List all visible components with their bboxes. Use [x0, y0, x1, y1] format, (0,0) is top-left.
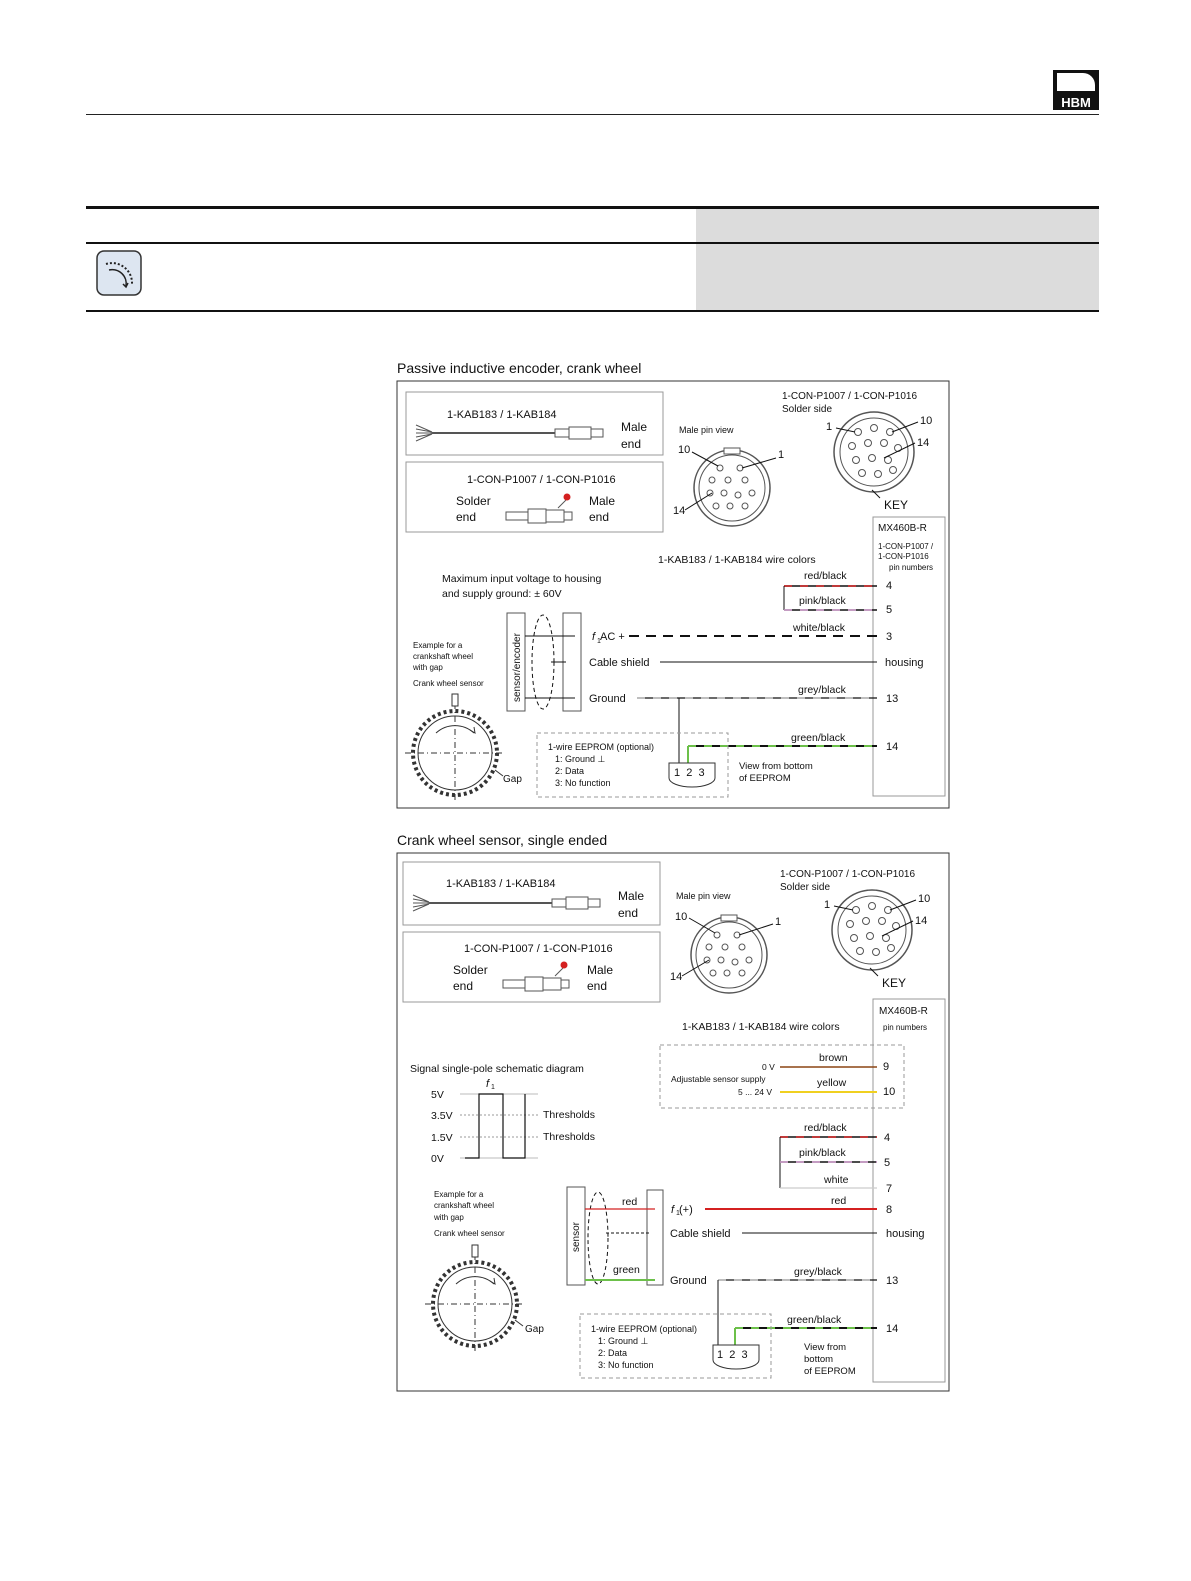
d2-solder1: Solder: [453, 963, 488, 977]
d1-pin-5: 14: [886, 741, 899, 753]
d1-sig-ground: Ground: [589, 693, 626, 705]
d2-signal-f1: f: [486, 1078, 490, 1090]
d2-signal-f1-sub: 1: [491, 1084, 495, 1091]
d2-sig-f1-rest: (+): [679, 1204, 693, 1216]
hbm-logo-text: HBM: [1061, 95, 1091, 110]
d2-wire-color-2: white: [824, 1174, 849, 1186]
d2-signal-thr2: Thresholds: [543, 1131, 595, 1143]
d2-male2: end: [587, 979, 608, 993]
d2-example-3: with gap: [434, 1213, 464, 1222]
d2-pin-5: 13: [886, 1275, 899, 1287]
d2-ss-p10: 10: [918, 893, 931, 905]
d1-pin-4: 13: [886, 693, 899, 705]
d1-pin-0: 4: [886, 580, 893, 592]
d1-crank-wheel: [405, 694, 505, 803]
d1-example-1: Example for a: [413, 641, 463, 650]
d2-eeprom-title: 1-wire EEPROM (optional): [591, 1324, 698, 1334]
d2-supply-range: 5 ... 24 V: [738, 1087, 773, 1097]
d1-pin-1: 5: [886, 604, 893, 616]
d2-wire-color-6: green/black: [787, 1314, 842, 1326]
d1-device-l1: 1-CON-P1007 /: [878, 542, 934, 551]
d2-eeprom-view2: bottom: [804, 1354, 834, 1365]
d1-wire-color-2: white/black: [793, 622, 845, 634]
d1-max-voltage-1: Maximum input voltage to housing: [442, 573, 602, 585]
d1-solder1: Solder: [456, 494, 491, 508]
d1-pin-3: housing: [885, 657, 924, 669]
d1-wire-color-1: pink/black: [799, 595, 846, 607]
d1-ss-p1: 1: [826, 421, 833, 433]
d1-solder-side-1: 1-CON-P1007 / 1-CON-P1016: [782, 391, 918, 402]
d2-signal-thr1: Thresholds: [543, 1109, 595, 1121]
d1-sig-f1: f: [592, 631, 596, 643]
d2-signal-15v: 1.5V: [431, 1132, 453, 1144]
d1-ss-p14: 14: [917, 437, 930, 449]
d1-wire-color-4: grey/black: [798, 684, 846, 696]
d2-wire-color-0: red/black: [804, 1122, 847, 1134]
d1-eeprom-l1: 1: Ground ⊥: [555, 754, 606, 764]
d1-male-pin-view: Male pin view: [679, 425, 734, 435]
d2-supply-0v: 0 V: [762, 1062, 775, 1072]
d2-signal-35v: 3.5V: [431, 1110, 453, 1122]
d1-eeprom-title: 1-wire EEPROM (optional): [548, 742, 655, 752]
d2-solder2: end: [453, 979, 474, 993]
d1-example-2: crankshaft wheel: [413, 652, 474, 661]
d1-sig-f1-rest: AC +: [600, 631, 625, 643]
d2-pin-2: 7: [886, 1183, 893, 1195]
d1-eeprom-view1: View from bottom: [739, 761, 813, 772]
d2-supply-label: Adjustable sensor supply: [671, 1074, 766, 1084]
d2-wire-color-3: red: [831, 1195, 847, 1207]
d1-shield-ellipse: [532, 615, 554, 709]
d2-signal-title: Signal single-pole schematic diagram: [410, 1063, 584, 1075]
d2-ss-key: KEY: [882, 976, 907, 990]
d2-example-sensor: Crank wheel sensor: [434, 1229, 505, 1238]
d2-wire-color-5: grey/black: [794, 1266, 842, 1278]
d1-cable-name: 1-KAB183 / 1-KAB184: [447, 409, 557, 421]
d2-supply-yellow: yellow: [817, 1077, 847, 1089]
d1-pin10-label: 10: [678, 444, 691, 456]
d2-ss-p14: 14: [915, 915, 928, 927]
d2-supply-pin10: 10: [883, 1086, 896, 1098]
d2-cable-end1: Male: [618, 889, 645, 903]
d2-cable-end2: end: [618, 906, 639, 920]
d1-connector-icon: [506, 494, 572, 524]
d1-connector-name: 1-CON-P1007 / 1-CON-P1016: [467, 474, 616, 486]
d2-connector-name: 1-CON-P1007 / 1-CON-P1016: [464, 943, 613, 955]
d2-eeprom-l3: 3: No function: [598, 1360, 654, 1370]
d1-eeprom-l3: 3: No function: [555, 778, 611, 788]
d2-male-pin-view: Male pin view: [676, 891, 731, 901]
d2-device-name: MX460B-R: [879, 1006, 928, 1017]
d2-crank-wheel: [425, 1245, 525, 1354]
d2-pin1-label: 1: [775, 916, 782, 928]
d2-wire-colors-title: 1-KAB183 / 1-KAB184 wire colors: [682, 1021, 840, 1033]
d2-eeprom-view3: of EEPROM: [804, 1366, 856, 1377]
d1-male1: Male: [589, 494, 616, 508]
d2-sig-f1-sub: 1: [676, 1210, 680, 1217]
d2-sig-green: green: [613, 1264, 640, 1276]
d1-example-sensor: Crank wheel sensor: [413, 679, 484, 688]
d2-connector-icon: [503, 962, 569, 992]
d2-pin14-label: 14: [670, 971, 683, 983]
d2-male1: Male: [587, 963, 614, 977]
d2-device-l1: pin numbers: [883, 1023, 928, 1032]
d1-male2: end: [589, 510, 610, 524]
d1-solder-connector-face: [834, 412, 918, 498]
d2-example-gap: Gap: [525, 1324, 544, 1335]
d1-sig-shield: Cable shield: [589, 657, 650, 669]
d2-solder-side-1: 1-CON-P1007 / 1-CON-P1016: [780, 869, 916, 880]
d2-device-box: [873, 999, 945, 1382]
d1-pin-2: 3: [886, 631, 893, 643]
d1-max-voltage-2: and supply ground: ± 60V: [442, 588, 562, 600]
d2-supply-pin9: 9: [883, 1061, 890, 1073]
d1-eeprom-pins: 1 2 3: [674, 767, 705, 779]
d2-male-connector-face: [682, 915, 773, 993]
d2-pin-4: housing: [886, 1228, 925, 1240]
d2-pin-1: 5: [884, 1157, 891, 1169]
d2-eeprom-l2: 2: Data: [598, 1348, 628, 1358]
d2-signal-0v: 0V: [431, 1153, 444, 1165]
d2-shield-ellipse: [588, 1192, 608, 1284]
d2-cable-icon: [413, 895, 600, 911]
d1-solder2: end: [456, 510, 477, 524]
d1-eeprom-view2: of EEPROM: [739, 773, 791, 784]
d2-sensor-label: sensor: [571, 1221, 582, 1252]
d1-device-l2: 1-CON-P1016: [878, 552, 929, 561]
d1-cable-end1: Male: [621, 420, 648, 434]
d1-wire-color-0: red/black: [804, 570, 847, 582]
d2-solder-side-2: Solder side: [780, 882, 831, 893]
d1-cable-end2: end: [621, 437, 642, 451]
d1-device-l3: pin numbers: [889, 563, 934, 572]
d2-cable-name: 1-KAB183 / 1-KAB184: [446, 878, 556, 890]
d1-wire-colors-title: 1-KAB183 / 1-KAB184 wire colors: [658, 554, 816, 566]
d1-device-name: MX460B-R: [878, 523, 927, 534]
diagram1-title: Passive inductive encoder, crank wheel: [397, 360, 642, 376]
d2-eeprom-pins: 1 2 3: [717, 1349, 748, 1361]
diagram2-title: Crank wheel sensor, single ended: [397, 832, 608, 848]
d2-example-2: crankshaft wheel: [434, 1201, 495, 1210]
d2-sig-shield: Cable shield: [670, 1228, 731, 1240]
d1-eeprom-l2: 2: Data: [555, 766, 585, 776]
d2-eeprom-l1: 1: Ground ⊥: [598, 1336, 649, 1346]
d2-signal-5v: 5V: [431, 1089, 444, 1101]
d2-sensor-terminal: [647, 1190, 663, 1285]
d2-sig-f1: f: [671, 1204, 675, 1216]
d2-ss-p1: 1: [824, 899, 831, 911]
d1-wire-color-5: green/black: [791, 732, 846, 744]
d2-pin10-label: 10: [675, 911, 688, 923]
d1-ss-key: KEY: [884, 498, 909, 512]
d2-wire-color-1: pink/black: [799, 1147, 846, 1159]
d1-ss-p10: 10: [920, 415, 933, 427]
d1-example-3: with gap: [413, 663, 443, 672]
d2-signal-waveform: [460, 1094, 538, 1158]
d2-pin-6: 14: [886, 1323, 899, 1335]
d1-solder-side-2: Solder side: [782, 404, 833, 415]
d2-eeprom-view1: View from: [804, 1342, 847, 1353]
d2-solder-connector-face: [832, 890, 916, 976]
d2-pin-3: 8: [886, 1204, 893, 1216]
d2-sig-ground: Ground: [670, 1275, 707, 1287]
d1-example-gap: Gap: [503, 774, 522, 785]
d1-pin14-label: 14: [673, 505, 686, 517]
d2-pin-0: 4: [884, 1132, 891, 1144]
d2-supply-brown: brown: [819, 1052, 848, 1064]
d1-sensor-label: sensor/encoder: [512, 633, 523, 702]
d1-sig-f1-sub: 1: [597, 638, 601, 645]
d2-sig-red: red: [622, 1196, 638, 1208]
d1-cable-icon: [416, 425, 603, 441]
d2-example-1: Example for a: [434, 1190, 484, 1199]
d1-male-connector-face: [685, 448, 776, 526]
d1-pin1-label: 1: [778, 449, 785, 461]
